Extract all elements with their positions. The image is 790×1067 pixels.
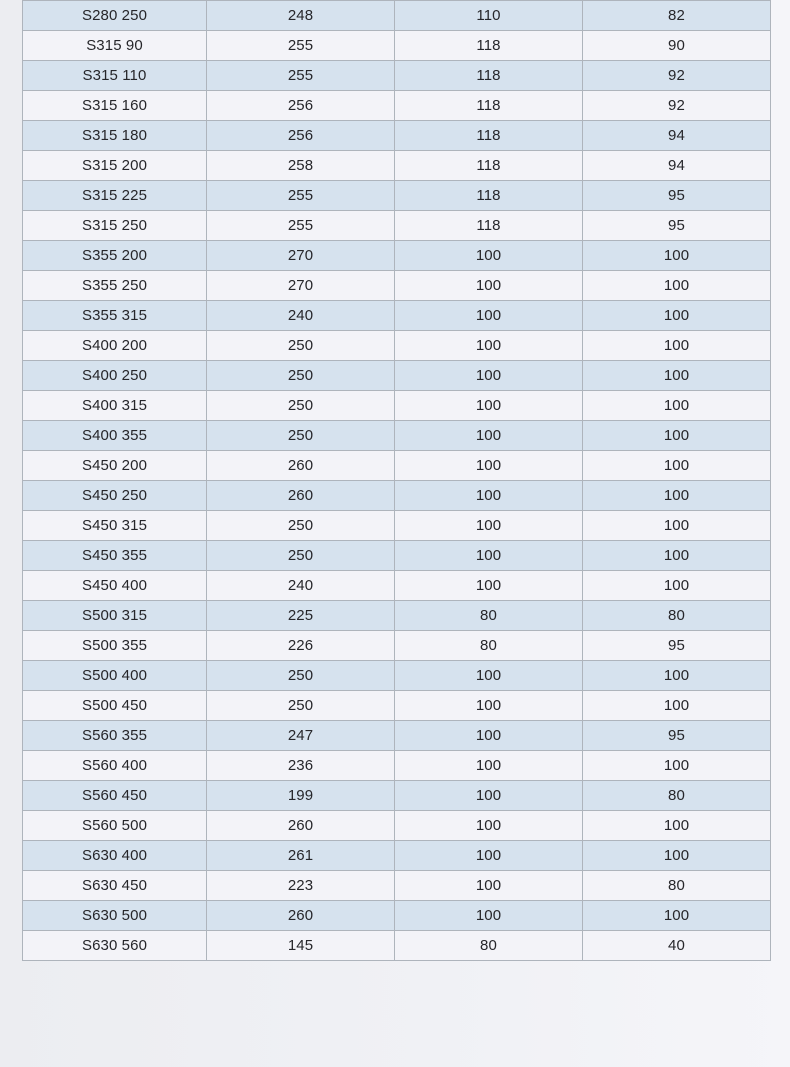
value-cell: 260 — [207, 481, 395, 511]
value-cell: 255 — [207, 181, 395, 211]
table-row — [23, 721, 771, 751]
value-cell: 118 — [395, 151, 583, 181]
value-cell: 258 — [207, 151, 395, 181]
value-cell: 100 — [583, 451, 771, 481]
value-cell: 250 — [207, 661, 395, 691]
value-cell: 255 — [207, 61, 395, 91]
value-cell: 95 — [583, 721, 771, 751]
value-cell: 100 — [583, 901, 771, 931]
value-cell: 247 — [207, 721, 395, 751]
table-body — [23, 1, 771, 961]
model-cell: S560 400 — [23, 751, 207, 781]
value-cell: 100 — [395, 331, 583, 361]
value-cell: 40 — [583, 931, 771, 961]
value-cell: 250 — [207, 361, 395, 391]
model-cell: S560 500 — [23, 811, 207, 841]
value-cell: 80 — [395, 931, 583, 961]
value-cell: 270 — [207, 271, 395, 301]
table-row — [23, 421, 771, 451]
model-cell: S280 250 — [23, 1, 207, 31]
model-cell: S450 200 — [23, 451, 207, 481]
value-cell: 100 — [395, 901, 583, 931]
table-row — [23, 871, 771, 901]
value-cell: 80 — [583, 781, 771, 811]
value-cell: 118 — [395, 181, 583, 211]
value-cell: 100 — [395, 691, 583, 721]
value-cell: 100 — [583, 361, 771, 391]
value-cell: 100 — [583, 511, 771, 541]
value-cell: 256 — [207, 121, 395, 151]
value-cell: 240 — [207, 571, 395, 601]
table-row — [23, 31, 771, 61]
value-cell: 100 — [395, 361, 583, 391]
value-cell: 80 — [395, 631, 583, 661]
value-cell: 100 — [583, 421, 771, 451]
model-cell: S355 200 — [23, 241, 207, 271]
model-cell: S400 200 — [23, 331, 207, 361]
value-cell: 118 — [395, 121, 583, 151]
model-cell: S450 250 — [23, 481, 207, 511]
value-cell: 100 — [395, 781, 583, 811]
data-table-container — [22, 0, 771, 961]
value-cell: 256 — [207, 91, 395, 121]
model-cell: S400 355 — [23, 421, 207, 451]
table-row — [23, 931, 771, 961]
value-cell: 100 — [583, 481, 771, 511]
table-row — [23, 361, 771, 391]
value-cell: 250 — [207, 511, 395, 541]
value-cell: 100 — [395, 451, 583, 481]
value-cell: 118 — [395, 31, 583, 61]
table-row — [23, 211, 771, 241]
table-row — [23, 1, 771, 31]
model-cell: S400 315 — [23, 391, 207, 421]
value-cell: 118 — [395, 211, 583, 241]
value-cell: 199 — [207, 781, 395, 811]
table-row — [23, 781, 771, 811]
value-cell: 100 — [395, 511, 583, 541]
table-row — [23, 511, 771, 541]
table-row — [23, 121, 771, 151]
table-row — [23, 691, 771, 721]
value-cell: 260 — [207, 451, 395, 481]
value-cell: 95 — [583, 211, 771, 241]
model-cell: S315 200 — [23, 151, 207, 181]
value-cell: 100 — [583, 271, 771, 301]
value-cell: 100 — [395, 751, 583, 781]
table-row — [23, 181, 771, 211]
model-cell: S630 500 — [23, 901, 207, 931]
value-cell: 100 — [395, 541, 583, 571]
value-cell: 260 — [207, 901, 395, 931]
table-row — [23, 811, 771, 841]
model-cell: S400 250 — [23, 361, 207, 391]
value-cell: 110 — [395, 1, 583, 31]
value-cell: 100 — [583, 571, 771, 601]
table-row — [23, 631, 771, 661]
table-row — [23, 901, 771, 931]
value-cell: 100 — [583, 751, 771, 781]
value-cell: 100 — [395, 661, 583, 691]
table-row — [23, 151, 771, 181]
value-cell: 226 — [207, 631, 395, 661]
table-row — [23, 751, 771, 781]
model-cell: S355 315 — [23, 301, 207, 331]
table-row — [23, 451, 771, 481]
value-cell: 100 — [395, 301, 583, 331]
table-row — [23, 481, 771, 511]
value-cell: 94 — [583, 121, 771, 151]
model-cell: S450 315 — [23, 511, 207, 541]
table-row — [23, 571, 771, 601]
value-cell: 100 — [583, 811, 771, 841]
value-cell: 100 — [395, 241, 583, 271]
value-cell: 100 — [583, 541, 771, 571]
table-row — [23, 601, 771, 631]
value-cell: 95 — [583, 631, 771, 661]
value-cell: 100 — [583, 661, 771, 691]
table-row — [23, 541, 771, 571]
value-cell: 95 — [583, 181, 771, 211]
value-cell: 100 — [583, 241, 771, 271]
value-cell: 118 — [395, 91, 583, 121]
value-cell: 250 — [207, 691, 395, 721]
value-cell: 240 — [207, 301, 395, 331]
value-cell: 225 — [207, 601, 395, 631]
table-row — [23, 241, 771, 271]
value-cell: 100 — [395, 421, 583, 451]
table-row — [23, 661, 771, 691]
value-cell: 100 — [583, 691, 771, 721]
model-cell: S500 450 — [23, 691, 207, 721]
table-row — [23, 301, 771, 331]
value-cell: 92 — [583, 61, 771, 91]
table-row — [23, 61, 771, 91]
table-row — [23, 331, 771, 361]
value-cell: 250 — [207, 391, 395, 421]
value-cell: 236 — [207, 751, 395, 781]
model-cell: S630 560 — [23, 931, 207, 961]
value-cell: 250 — [207, 331, 395, 361]
value-cell: 255 — [207, 31, 395, 61]
value-cell: 255 — [207, 211, 395, 241]
model-cell: S355 250 — [23, 271, 207, 301]
value-cell: 90 — [583, 31, 771, 61]
model-cell: S315 225 — [23, 181, 207, 211]
spec-table — [22, 0, 771, 961]
value-cell: 145 — [207, 931, 395, 961]
table-row — [23, 841, 771, 871]
model-cell: S630 450 — [23, 871, 207, 901]
model-cell: S315 250 — [23, 211, 207, 241]
value-cell: 100 — [395, 391, 583, 421]
value-cell: 80 — [583, 601, 771, 631]
model-cell: S450 400 — [23, 571, 207, 601]
value-cell: 80 — [583, 871, 771, 901]
value-cell: 261 — [207, 841, 395, 871]
value-cell: 94 — [583, 151, 771, 181]
model-cell: S315 110 — [23, 61, 207, 91]
value-cell: 100 — [583, 841, 771, 871]
value-cell: 100 — [395, 811, 583, 841]
value-cell: 100 — [583, 391, 771, 421]
value-cell: 92 — [583, 91, 771, 121]
model-cell: S500 400 — [23, 661, 207, 691]
value-cell: 100 — [395, 871, 583, 901]
value-cell: 80 — [395, 601, 583, 631]
table-row — [23, 91, 771, 121]
model-cell: S500 355 — [23, 631, 207, 661]
table-row — [23, 271, 771, 301]
model-cell: S315 90 — [23, 31, 207, 61]
value-cell: 270 — [207, 241, 395, 271]
value-cell: 260 — [207, 811, 395, 841]
value-cell: 223 — [207, 871, 395, 901]
model-cell: S315 160 — [23, 91, 207, 121]
table-row — [23, 391, 771, 421]
value-cell: 250 — [207, 541, 395, 571]
value-cell: 82 — [583, 1, 771, 31]
model-cell: S560 355 — [23, 721, 207, 751]
model-cell: S630 400 — [23, 841, 207, 871]
value-cell: 100 — [395, 271, 583, 301]
model-cell: S450 355 — [23, 541, 207, 571]
value-cell: 100 — [583, 331, 771, 361]
value-cell: 100 — [395, 841, 583, 871]
value-cell: 250 — [207, 421, 395, 451]
model-cell: S500 315 — [23, 601, 207, 631]
value-cell: 100 — [395, 481, 583, 511]
model-cell: S315 180 — [23, 121, 207, 151]
value-cell: 100 — [395, 571, 583, 601]
value-cell: 100 — [395, 721, 583, 751]
value-cell: 248 — [207, 1, 395, 31]
value-cell: 100 — [583, 301, 771, 331]
value-cell: 118 — [395, 61, 583, 91]
model-cell: S560 450 — [23, 781, 207, 811]
